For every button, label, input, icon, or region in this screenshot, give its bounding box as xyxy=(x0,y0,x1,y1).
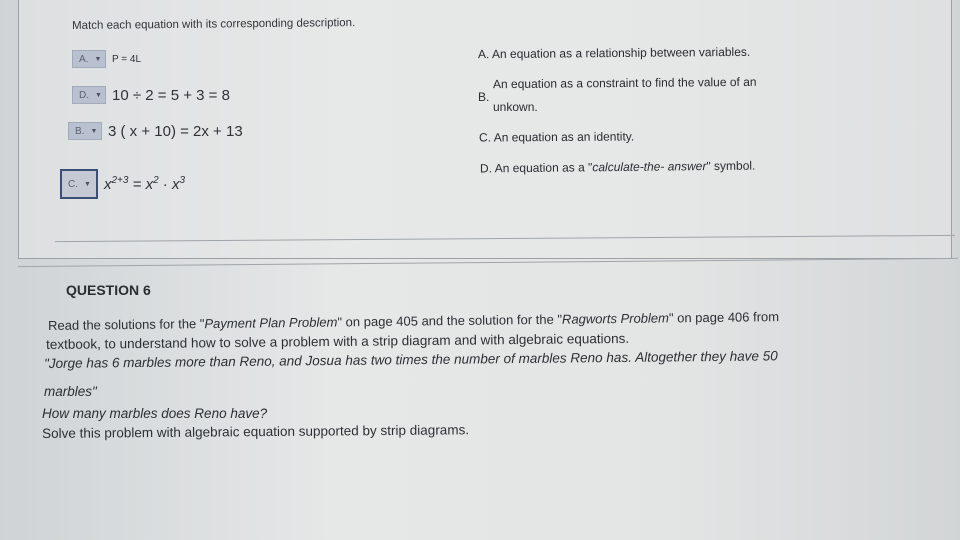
answer-select-4-value: C. xyxy=(68,178,78,190)
question-text-line-1: Read the solutions for the "Payment Plan Problem" on page 405 and the solution for the "Ragworts Problem" on page 406 from xyxy=(48,309,780,333)
divider xyxy=(18,258,958,267)
dropdown-arrow-icon: ▼ xyxy=(95,91,102,99)
equation-4: $x^{2+3} = x^2 \cdot x^3$ xyxy=(104,175,186,193)
question-text-line-4: marbles" xyxy=(44,384,97,399)
answer-select-3-value: B. xyxy=(75,125,85,137)
description-b-line2: unkown. xyxy=(493,100,538,114)
match-row-4 xyxy=(60,169,185,199)
equation-2: 10 ÷ 2 = 5 + 3 = 8 xyxy=(112,86,230,104)
dropdown-arrow-icon: ▼ xyxy=(90,127,98,135)
question-title: QUESTION 6 xyxy=(66,282,151,298)
description-b-letter: B. xyxy=(478,90,490,104)
answer-select-2-value: D. xyxy=(79,89,89,101)
answer-select-3[interactable] xyxy=(68,122,102,140)
dropdown-arrow-icon: ▼ xyxy=(94,55,102,63)
matching-instruction: Match each equation with its corresponding description. xyxy=(72,17,356,32)
answer-select-1-value: A. xyxy=(79,53,89,65)
question-text-line-3: "Jorge has 6 marbles more than Reno, and Josua has two times the number of marbles Reno has. Altogether they have 50 xyxy=(44,348,778,371)
description-a: A. An equation as a relationship between variables. xyxy=(477,44,751,62)
question-text-line-6: Solve this problem with algebraic equation supported by strip diagrams. xyxy=(42,422,470,441)
question-text-line-2: textbook, to understand how to solve a problem with a strip diagram and with algebraic equations. xyxy=(46,330,630,352)
equation-1: P = 4L xyxy=(112,53,142,65)
match-row-1 xyxy=(72,50,141,68)
dropdown-arrow-icon: ▼ xyxy=(84,180,91,188)
description-c: C. An equation as an identity. xyxy=(478,129,635,145)
question-text-line-5: How many marbles does Reno have? xyxy=(42,406,268,421)
answer-select-1[interactable] xyxy=(72,50,106,68)
match-row-2 xyxy=(72,86,230,104)
match-row-3 xyxy=(68,122,243,140)
description-d: D. An equation as a "calculate-the- answer" symbol. xyxy=(479,158,756,176)
answer-select-2[interactable] xyxy=(72,86,106,104)
description-b-line1: An equation as a constraint to find the value of an xyxy=(492,74,757,92)
equation-3: 3 ( x + 10) = 2x + 13 xyxy=(108,122,243,140)
answer-select-4[interactable] xyxy=(60,169,98,199)
